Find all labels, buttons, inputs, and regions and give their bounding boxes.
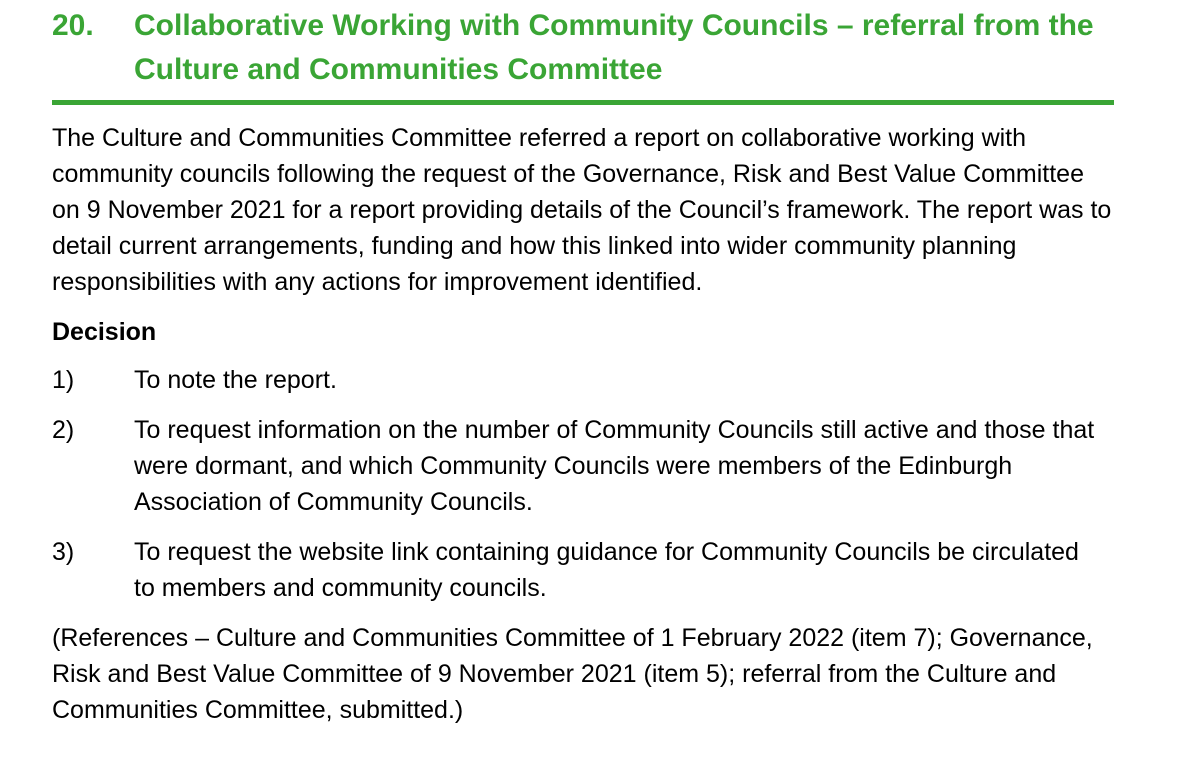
minutes-page: [52, 0, 1122, 728]
decision-item-number: 3): [52, 538, 75, 566]
decision-heading: Decision: [52, 318, 157, 346]
decision-item-2: [52, 412, 1122, 520]
section-title: Collaborative Working with Community Councils – referral from the Culture and Communities Committee: [134, 9, 1094, 86]
references-paragraph: (References – Culture and Communities Committee of 1 February 2022 (item 7); Governance, Risk and Best Value Committee of 9 November 2021 (item 5); referral from the Culture and Communities Committee, submitted.): [52, 624, 1093, 724]
decision-item-text: To note the report.: [134, 366, 337, 394]
section-number: 20.: [52, 9, 94, 42]
section-heading: [52, 4, 1122, 92]
decision-item-number: 2): [52, 416, 75, 444]
heading-divider: [52, 100, 1114, 105]
decision-item-number: 1): [52, 366, 75, 394]
decision-item-text: To request the website link containing guidance for Community Councils be circulated to members and community councils.: [134, 538, 1079, 602]
decision-item-3: [52, 534, 1122, 606]
intro-paragraph: The Culture and Communities Committee referred a report on collaborative working with community councils following the request of the Governance, Risk and Best Value Committee on 9 November 2021 for a report providing details of the Council’s framework. The report was to detail current arrangements, funding and how this linked into wider community planning responsibilities with any actions for improvement identified.: [52, 124, 1112, 296]
decision-item-text: To request information on the number of Community Councils still active and those that were dormant, and which Community Councils were members of the Edinburgh Association of Community Councils.: [134, 416, 1095, 516]
decision-item-1: [52, 362, 1122, 398]
